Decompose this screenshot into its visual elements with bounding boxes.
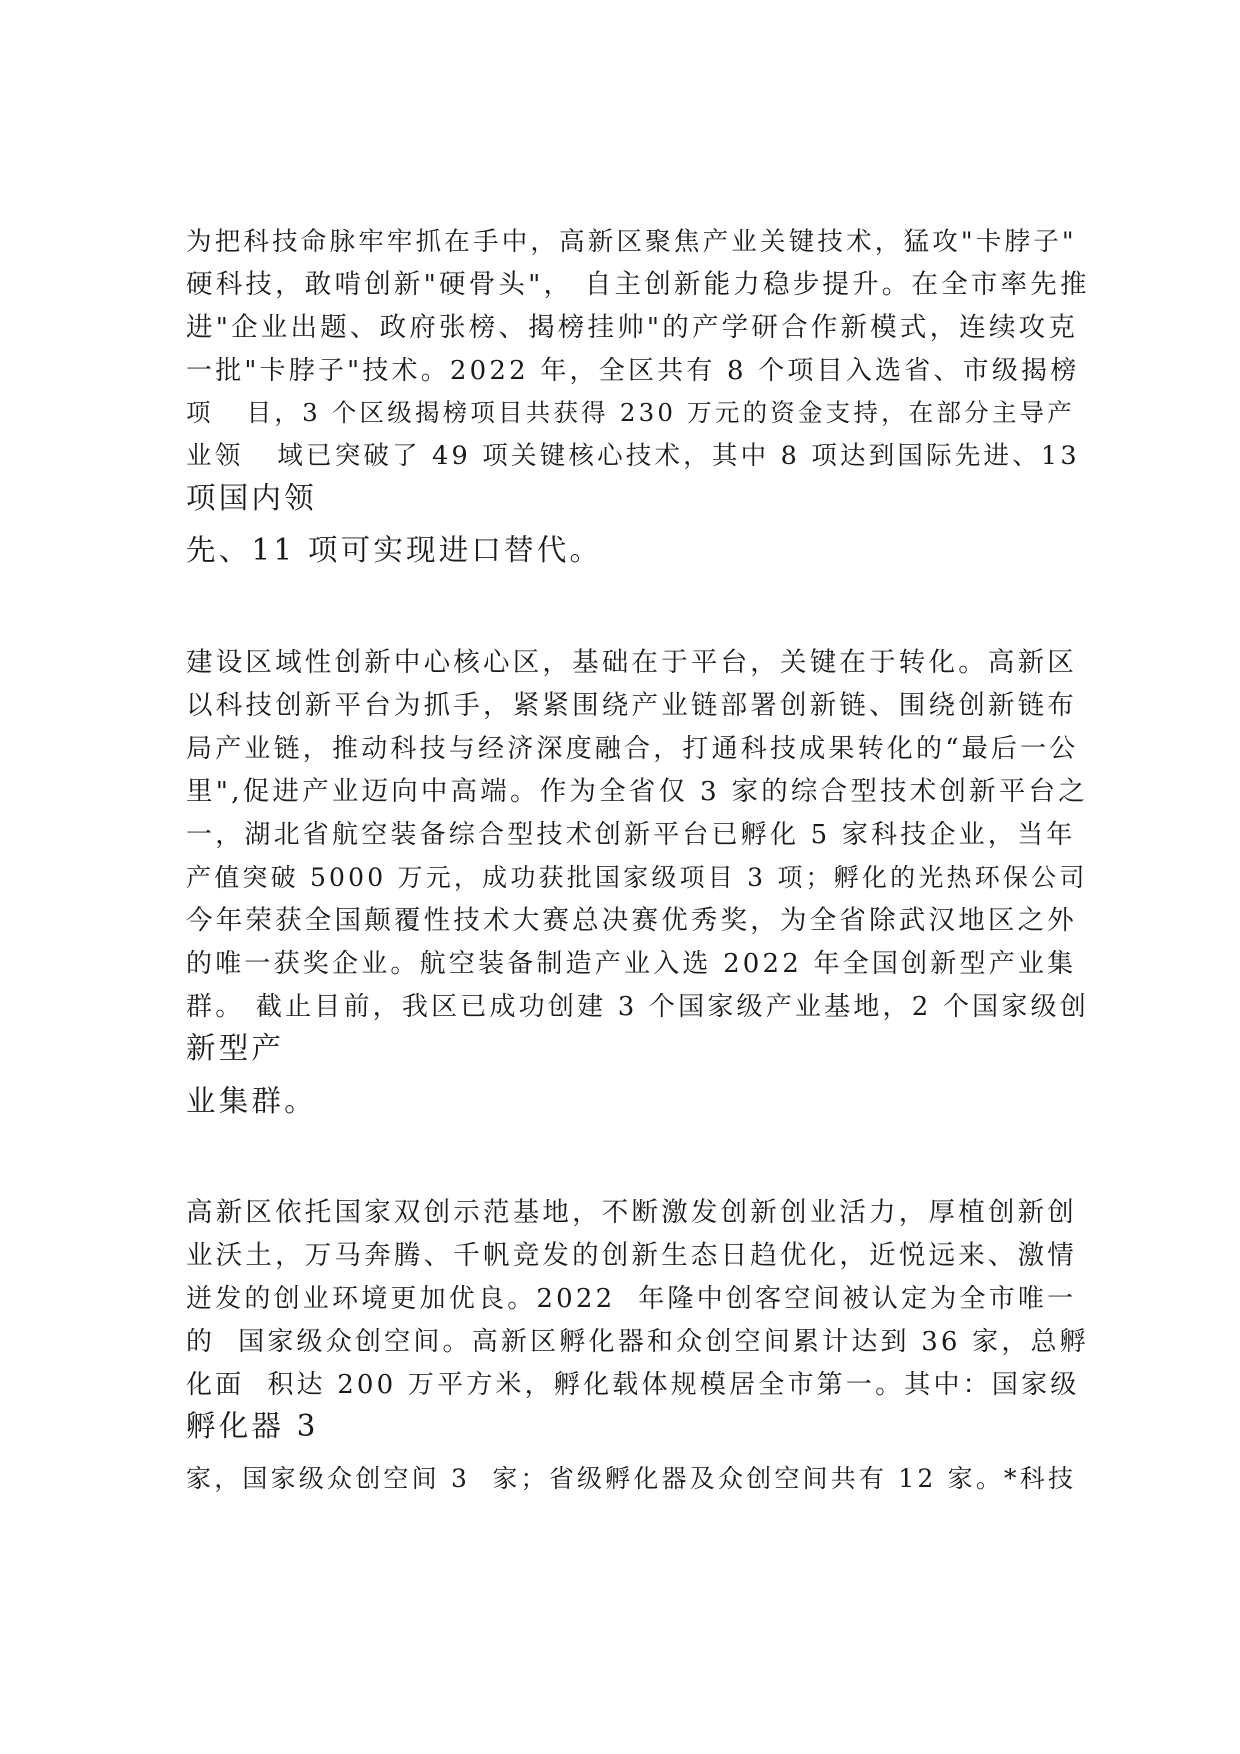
text-line: 化面 积达 200 万平方米，孵化载体规模居全市第一。其中：国家级 <box>186 1370 1080 1400</box>
text-line: 局产业链，推动科技与经济深度融合，打通科技成果转化的“最后一公 <box>186 734 1079 764</box>
text-line: 里",促进产业迈向中高端。作为全省仅 3 家的综合型技术创新平台之 <box>186 776 1088 807</box>
text-line-continuation: 家，国家级众创空间 3 家；省级孵化器及众创空间共有 12 家。*科技 <box>186 1464 1077 1493</box>
text-line: 业沃土，万马奔腾、千帆竞发的创新生态日趋优化，近悦远来、激情 <box>186 1240 1077 1271</box>
text-line: 一批"卡脖子"技术。2022 年，全区共有 8 个项目入选省、市级揭榜 <box>186 356 1080 386</box>
text-line: 建设区域性创新中心核心区，基础在于平台，关键在于转化。高新区 <box>186 647 1077 678</box>
text-line: 硬科技，敢啃创新"硬骨头"， 自主创新能力稳步提升。在全市率先推 <box>186 269 1090 300</box>
text-line-continuation: 业集群。 <box>186 1084 317 1118</box>
text-line-continuation: 先、11 项可实现进口替代。 <box>186 533 603 567</box>
text-line: 项国内领 <box>186 481 317 515</box>
text-line: 今年荣获全国颠覆性技术大赛总决赛优秀奖，为全省除武汉地区之外 <box>186 905 1077 936</box>
text-line: 进"企业出题、政府张榜、揭榜挂帅"的产学研合作新模式，连续攻克 <box>186 312 1079 343</box>
text-line: 项 目，3 个区级揭榜项目共获得 230 万元的资金支持，在部分主导产 <box>186 398 1075 427</box>
text-line: 群。 截止目前，我区已成功创建 3 个国家级产业基地，2 个国家级创 <box>186 992 1089 1022</box>
text-line: 高新区依托国家双创示范基地，不断激发创新创业活力，厚植创新创 <box>186 1197 1077 1228</box>
text-line: 以科技创新平台为抓手，紧紧围绕产业链部署创新链、围绕创新链布 <box>186 690 1077 721</box>
text-line: 的唯一获奖企业。航空装备制造产业入选 2022 年全国创新型产业集 <box>186 949 1077 979</box>
text-line: 孵化器 3 <box>186 1409 319 1443</box>
text-line: 迸发的创业环境更加优良。2022 年隆中创客空间被认定为全市唯一 <box>186 1284 1077 1314</box>
text-line: 业领 域已突破了 49 项关键核心技术，其中 8 项达到国际先进、13 <box>186 441 1080 471</box>
text-line: 新型产 <box>186 1031 285 1065</box>
text-line: 一，湖北省航空装备综合型技术创新平台已孵化 5 家科技企业，当年 <box>186 820 1076 850</box>
text-line: 的 国家级众创空间。高新区孵化器和众创空间累计达到 36 家，总孵 <box>186 1327 1089 1357</box>
text-line: 为把科技命脉牢牢抓在手中，高新区聚焦产业关键技术，猛攻"卡脖子" <box>186 227 1077 257</box>
text-line: 产值突破 5000 万元，成功获批国家级项目 3 项；孵化的光热环保公司 <box>186 863 1088 892</box>
